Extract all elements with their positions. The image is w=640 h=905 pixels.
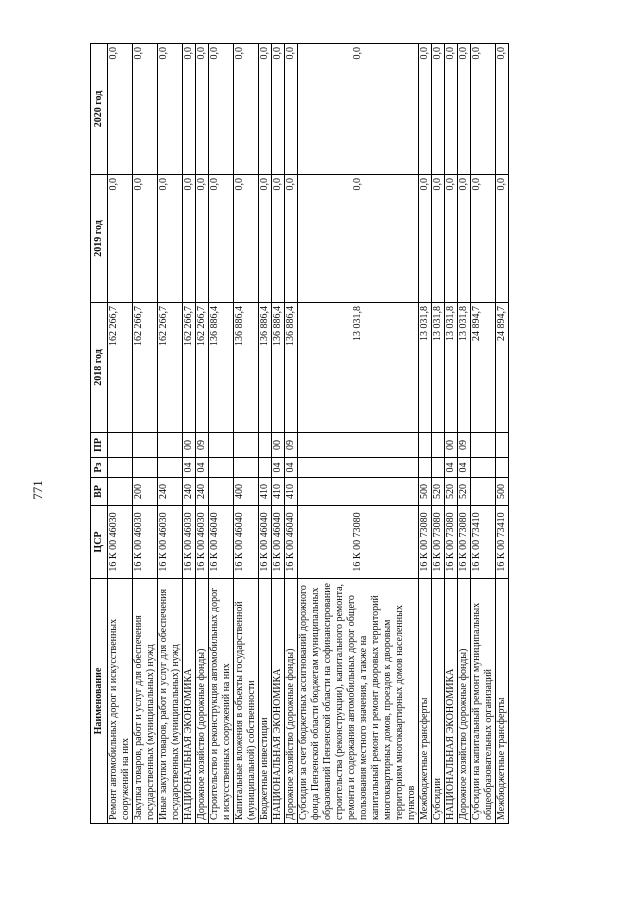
cell-2018: 13 031,8 [445, 303, 458, 433]
header-csr: ЦСР [91, 506, 108, 579]
cell-2018: 162 266,7 [183, 303, 196, 433]
cell-2020: 0,0 [285, 44, 298, 175]
cell-2020: 0,0 [432, 44, 445, 175]
rotated-table-container [90, 44, 558, 824]
cell-2019: 0,0 [419, 175, 432, 303]
cell-2019: 0,0 [209, 175, 234, 303]
header-pr: ПР [91, 433, 108, 458]
cell-2019: 0,0 [471, 175, 496, 303]
table-row [285, 44, 298, 824]
table-row [108, 44, 133, 824]
cell-rz [158, 458, 183, 478]
cell-vr: 240 [183, 478, 196, 506]
cell-2018: 136 886,4 [285, 303, 298, 433]
cell-2019: 0,0 [133, 175, 158, 303]
cell-csr: 16 К 00 73080 [298, 506, 419, 579]
cell-vr [471, 478, 496, 506]
cell-2018: 13 031,8 [419, 303, 432, 433]
cell-name: Дорожное хозяйство (дорожные фонды) [458, 579, 471, 824]
header-vr: ВР [91, 478, 108, 506]
cell-rz [259, 458, 272, 478]
cell-csr: 16 К 00 73080 [432, 506, 445, 579]
table-row [209, 44, 234, 824]
cell-2018: 24 894,7 [496, 303, 509, 433]
cell-2018: 162 266,7 [196, 303, 209, 433]
cell-2020: 0,0 [234, 44, 259, 175]
cell-pr: 09 [285, 433, 298, 458]
cell-vr [108, 478, 133, 506]
cell-2019: 0,0 [108, 175, 133, 303]
cell-rz [133, 458, 158, 478]
cell-2020: 0,0 [445, 44, 458, 175]
cell-2018: 136 886,4 [272, 303, 285, 433]
cell-2020: 0,0 [272, 44, 285, 175]
table-body [108, 44, 509, 824]
header-2019: 2019 год [91, 175, 108, 303]
table-row [298, 44, 419, 824]
cell-vr: 240 [196, 478, 209, 506]
cell-2020: 0,0 [196, 44, 209, 175]
cell-2018: 13 031,8 [432, 303, 445, 433]
budget-table [90, 43, 509, 824]
table-row [133, 44, 158, 824]
cell-2020: 0,0 [209, 44, 234, 175]
cell-pr [108, 433, 133, 458]
cell-2020: 0,0 [471, 44, 496, 175]
header-2018: 2018 год [91, 303, 108, 433]
cell-2020: 0,0 [298, 44, 419, 175]
table-row [496, 44, 509, 824]
header-name: Наименование [91, 579, 108, 824]
page-number: 771 [30, 480, 45, 500]
cell-csr: 16 К 00 46030 [196, 506, 209, 579]
cell-csr: 16 К 00 73080 [445, 506, 458, 579]
cell-vr: 200 [133, 478, 158, 506]
cell-2020: 0,0 [259, 44, 272, 175]
cell-2019: 0,0 [445, 175, 458, 303]
cell-2018: 136 886,4 [234, 303, 259, 433]
table-row [234, 44, 259, 824]
cell-csr: 16 К 00 46040 [272, 506, 285, 579]
cell-pr: 09 [458, 433, 471, 458]
cell-2018: 136 886,4 [209, 303, 234, 433]
cell-pr [234, 433, 259, 458]
table-row [445, 44, 458, 824]
cell-vr: 410 [259, 478, 272, 506]
cell-rz: 04 [272, 458, 285, 478]
cell-2018: 13 031,8 [298, 303, 419, 433]
cell-2020: 0,0 [133, 44, 158, 175]
cell-csr: 16 К 00 73080 [419, 506, 432, 579]
cell-vr: 410 [272, 478, 285, 506]
table-row [196, 44, 209, 824]
cell-csr: 16 К 00 73410 [471, 506, 496, 579]
cell-2019: 0,0 [183, 175, 196, 303]
cell-vr [298, 478, 419, 506]
cell-2018: 136 886,4 [259, 303, 272, 433]
cell-name: Межбюджетные трансферты [496, 579, 509, 824]
cell-name: Дорожное хозяйство (дорожные фонды) [285, 579, 298, 824]
cell-csr: 16 К 00 73080 [458, 506, 471, 579]
cell-pr: 00 [445, 433, 458, 458]
cell-csr: 16 К 00 46030 [133, 506, 158, 579]
cell-pr: 09 [196, 433, 209, 458]
cell-name: Ремонт автомобильных дорог и искусственных сооружений на них [108, 579, 133, 824]
cell-rz [298, 458, 419, 478]
cell-name: НАЦИОНАЛЬНАЯ ЭКОНОМИКА [272, 579, 285, 824]
table-row [259, 44, 272, 824]
cell-vr: 520 [432, 478, 445, 506]
cell-2020: 0,0 [419, 44, 432, 175]
cell-csr: 16 К 00 46040 [234, 506, 259, 579]
cell-2018: 13 031,8 [458, 303, 471, 433]
cell-vr [209, 478, 234, 506]
cell-name: Межбюджетные трансферты [419, 579, 432, 824]
cell-2020: 0,0 [158, 44, 183, 175]
cell-csr: 16 К 00 46030 [108, 506, 133, 579]
table-row [183, 44, 196, 824]
cell-2019: 0,0 [432, 175, 445, 303]
cell-2020: 0,0 [183, 44, 196, 175]
cell-name: Иные закупки товаров, работ и услуг для обеспечения государственных (муниципальных) нужд [158, 579, 183, 824]
cell-rz [471, 458, 496, 478]
cell-rz [496, 458, 509, 478]
cell-2019: 0,0 [196, 175, 209, 303]
table-row [272, 44, 285, 824]
cell-name: Субсидии на капитальный ремонт муниципальных общеобразовательных организаций [471, 579, 496, 824]
cell-csr: 16 К 00 46040 [209, 506, 234, 579]
cell-pr: 00 [183, 433, 196, 458]
cell-rz: 04 [458, 458, 471, 478]
cell-vr: 240 [158, 478, 183, 506]
cell-vr: 500 [419, 478, 432, 506]
cell-2019: 0,0 [298, 175, 419, 303]
cell-vr: 520 [445, 478, 458, 506]
cell-vr: 500 [496, 478, 509, 506]
cell-rz: 04 [285, 458, 298, 478]
header-2020: 2020 год [91, 44, 108, 175]
cell-pr [419, 433, 432, 458]
cell-name: НАЦИОНАЛЬНАЯ ЭКОНОМИКА [445, 579, 458, 824]
cell-pr [133, 433, 158, 458]
cell-pr [259, 433, 272, 458]
cell-pr [432, 433, 445, 458]
cell-2018: 24 894,7 [471, 303, 496, 433]
cell-rz [419, 458, 432, 478]
cell-csr: 16 К 00 46030 [158, 506, 183, 579]
cell-pr [158, 433, 183, 458]
cell-vr: 400 [234, 478, 259, 506]
cell-2019: 0,0 [272, 175, 285, 303]
cell-rz: 04 [445, 458, 458, 478]
table-row [419, 44, 432, 824]
cell-csr: 16 К 00 46040 [285, 506, 298, 579]
table-header-row [91, 44, 108, 824]
cell-pr [496, 433, 509, 458]
cell-rz: 04 [183, 458, 196, 478]
cell-rz [234, 458, 259, 478]
cell-rz: 04 [196, 458, 209, 478]
cell-2018: 162 266,7 [133, 303, 158, 433]
cell-pr [298, 433, 419, 458]
cell-name: Дорожное хозяйство (дорожные фонды) [196, 579, 209, 824]
cell-csr: 16 К 00 46040 [259, 506, 272, 579]
cell-name: Закупка товаров, работ и услуг для обеспечения государственных (муниципальных) нужд [133, 579, 158, 824]
cell-vr: 520 [458, 478, 471, 506]
cell-name: Субсидии [432, 579, 445, 824]
cell-rz [432, 458, 445, 478]
cell-name: Бюджетные инвестиции [259, 579, 272, 824]
cell-2020: 0,0 [496, 44, 509, 175]
cell-2019: 0,0 [234, 175, 259, 303]
cell-vr: 410 [285, 478, 298, 506]
cell-csr: 16 К 00 46030 [183, 506, 196, 579]
table-row [158, 44, 183, 824]
cell-rz [108, 458, 133, 478]
cell-name: Капитальные вложения в объекты государственной (муниципальной) собственности [234, 579, 259, 824]
table-row [432, 44, 445, 824]
cell-name: НАЦИОНАЛЬНАЯ ЭКОНОМИКА [183, 579, 196, 824]
cell-csr: 16 К 00 73410 [496, 506, 509, 579]
cell-2019: 0,0 [158, 175, 183, 303]
cell-2019: 0,0 [259, 175, 272, 303]
header-rz: Рз [91, 458, 108, 478]
cell-2018: 162 266,7 [158, 303, 183, 433]
cell-2018: 162 266,7 [108, 303, 133, 433]
cell-2019: 0,0 [496, 175, 509, 303]
table-row [471, 44, 496, 824]
cell-name: Субсидии за счет бюджетных ассигнований дорожного фонда Пензенской области бюджетам муниципальных образований Пензенской области на софинансирование строительства (реконструкции), капитального ремонта, ремонта и содержания автомобильных дорог общего пользования местного значения, а также на капитальный ремонт и ремонт дворовых территорий многоквартирных домов, проездов к дворовым территориям многоквартирных домов населенных пунктов [298, 579, 419, 824]
cell-2020: 0,0 [108, 44, 133, 175]
cell-2019: 0,0 [458, 175, 471, 303]
cell-2019: 0,0 [285, 175, 298, 303]
cell-pr [471, 433, 496, 458]
cell-pr: 00 [272, 433, 285, 458]
cell-name: Строительство и реконструкция автомобильных дорог и искусственных сооружений на них [209, 579, 234, 824]
cell-pr [209, 433, 234, 458]
table-row [458, 44, 471, 824]
cell-2020: 0,0 [458, 44, 471, 175]
cell-rz [209, 458, 234, 478]
